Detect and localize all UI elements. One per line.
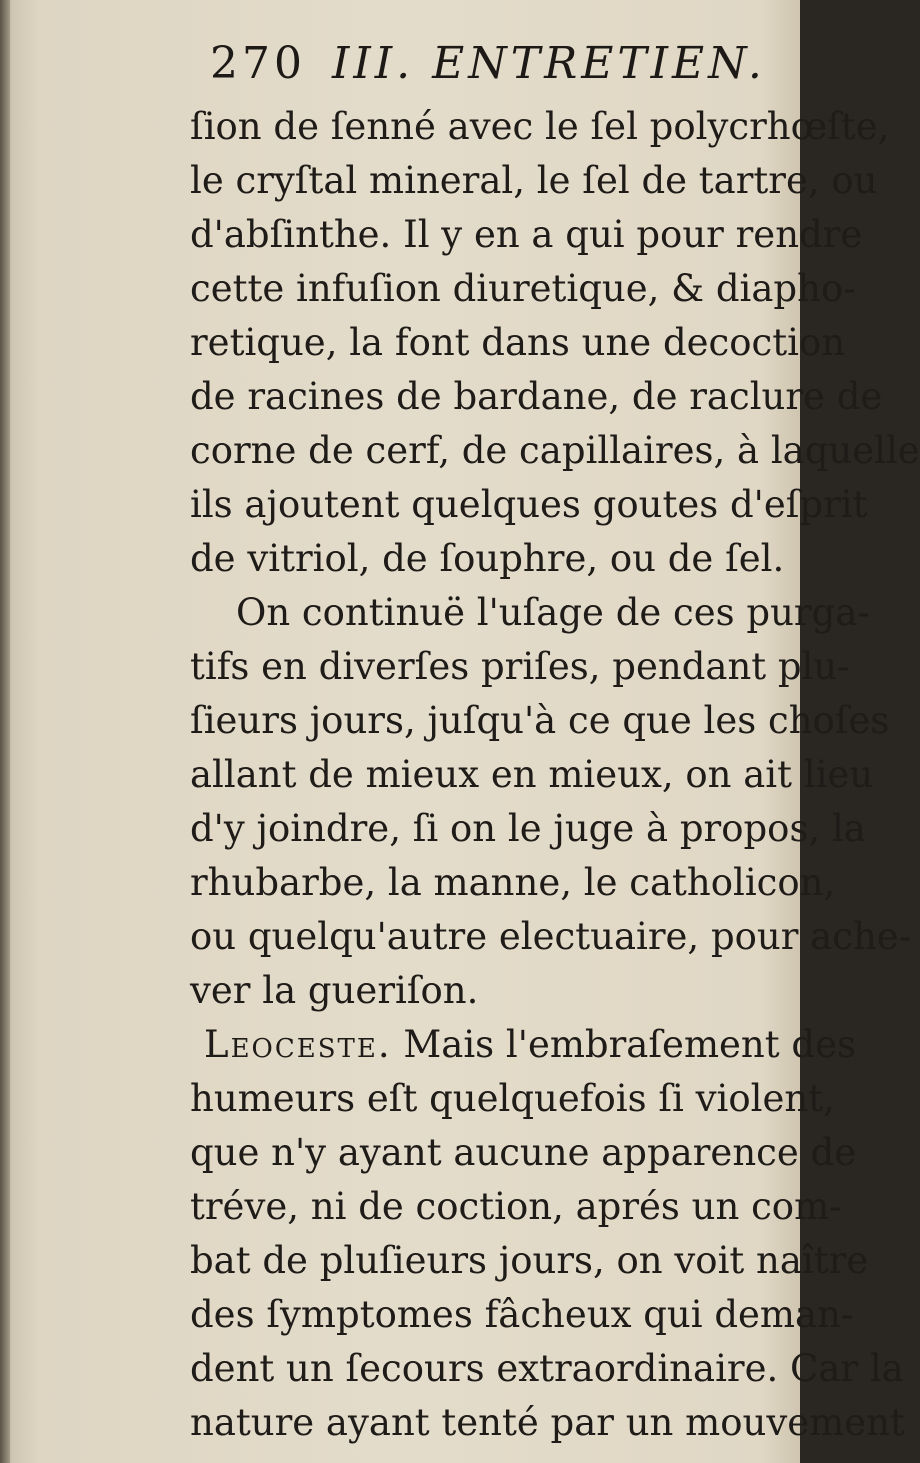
text-line: ſieurs jours, juſqu'à ce que les choſes [190,699,890,742]
text-line: dent un ſecours extraordinaire. Car la [190,1347,904,1390]
paragraph-start-line: On continuë l'uſage de ces purga- [236,591,870,634]
running-header [210,38,790,104]
speaker-name: Leoceste. [204,1023,392,1066]
text-line: des ſymptomes fâcheux qui deman- [190,1293,854,1336]
text-line: allant de mieux en mieux, on ait lieu [190,753,874,796]
text-line: d'abſinthe. Il y en a qui pour rendre [190,213,863,256]
speaker-text: Mais l'embraſement des [403,1023,856,1066]
text-line: que n'y ayant aucune apparence de [190,1131,857,1174]
text-line: rhubarbe, la manne, le catholicon, [190,861,836,904]
text-line: cette infuſion diuretique, & diapho- [190,267,856,310]
text-line: de vitriol, de ſouphre, ou de ſel. [190,537,785,580]
text-line: humeurs eſt quelquefois ſi violent, [190,1077,835,1120]
page-number: 270 [210,38,306,89]
text-line: de racines de bardane, de raclure de [190,375,883,418]
text-line: nature ayant tenté par un mouvement [190,1401,905,1444]
text-line: ver la gueriſon. [190,969,479,1012]
chapter-title: III. ENTRETIEN. [331,38,766,89]
book-spine [0,0,10,1463]
text-line: tifs en diverſes priſes, pendant plu- [190,645,850,688]
text-line: d'y joindre, ſi on le juge à propos, la [190,807,866,850]
text-line: ſion de ſenné avec le ſel polycrhœſte, [190,105,890,148]
text-line: ils ajoutent quelques goutes d'eſprit [190,483,868,526]
text-line: tréve, ni de coction, aprés un com- [190,1185,842,1228]
text-line: le cryſtal mineral, le ſel de tartre, ou [190,159,878,202]
text-line: ou quelqu'autre electuaire, pour ache- [190,915,912,958]
text-line: corne de cerf, de capillaires, à laquelle [190,429,920,472]
text-line: bat de pluſieurs jours, on voit naître [190,1239,869,1282]
text-line: retique, la font dans une decoction [190,321,846,364]
speaker-line [204,1018,856,1072]
